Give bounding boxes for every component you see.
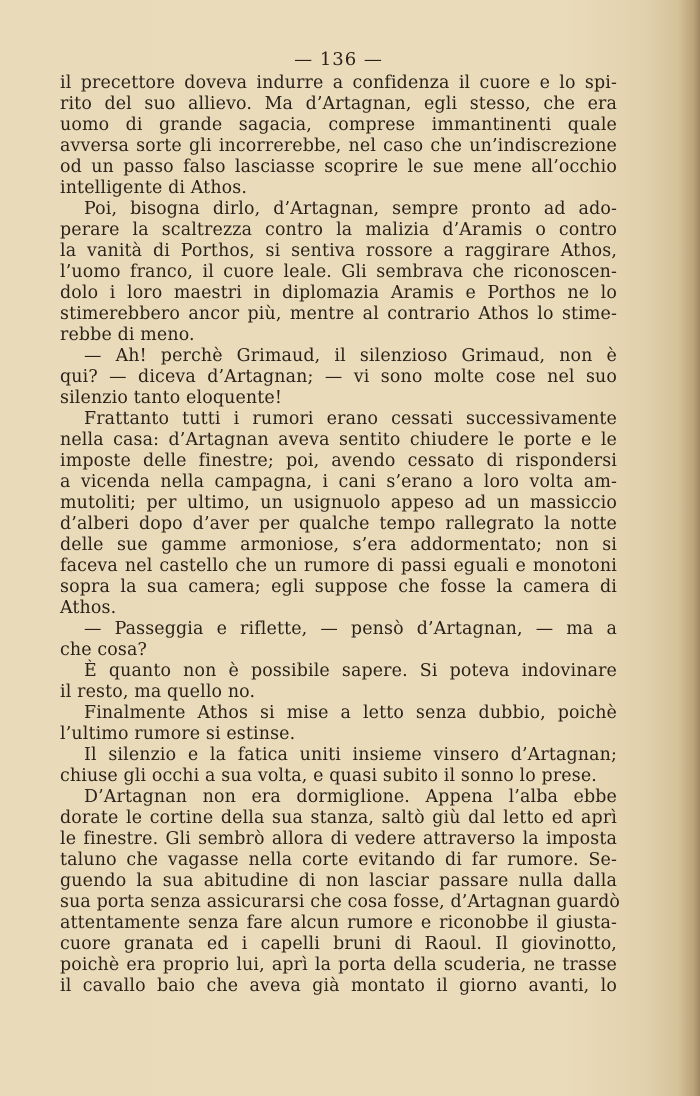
text-line: imposte delle finestre; poi, avendo cessato di rispondersi	[60, 451, 617, 471]
text-line: — Ah! perchè Grimaud, il silenzioso Grimaud, non è	[84, 346, 617, 366]
text-line: od un passo falso lasciasse scoprire le sue mene all’occhio	[60, 157, 617, 177]
text-line: l’ultimo rumore si estinse.	[60, 724, 296, 744]
text-line: rebbe di meno.	[60, 325, 195, 345]
text-line: guendo la sua abitudine di non lasciar passare nulla dalla	[60, 871, 617, 891]
text-line: che cosa?	[60, 640, 147, 660]
text-line: stimerebbero ancor più, mentre al contrario Athos lo stime-	[60, 304, 617, 324]
page-text-block	[60, 46, 621, 997]
text-line: il precettore doveva indurre a confidenza il cuore e lo spi-	[60, 73, 617, 93]
text-line: È quanto non è possibile sapere. Si poteva indovinare	[84, 661, 617, 681]
text-line: avversa sorte gli incorrerebbe, nel caso che un’indiscrezione	[60, 136, 617, 156]
text-line: il cavallo baio che aveva già montato il giorno avanti, lo	[60, 976, 617, 996]
text-line: cuore granata ed i capelli bruni di Raoul. Il giovinotto,	[60, 934, 617, 954]
text-line: uomo di grande sagacia, comprese immantinenti quale	[60, 115, 617, 135]
text-line: le finestre. Gli sembrò allora di vedere attraverso la imposta	[60, 829, 617, 849]
text-line: Il silenzio e la fatica uniti insieme vinsero d’Artagnan;	[84, 745, 617, 765]
text-line: rito del suo allievo. Ma d’Artagnan, egli stesso, che era	[60, 94, 617, 114]
text-line: attentamente senza fare alcun rumore e riconobbe il giusta-	[60, 913, 617, 933]
text-line: poichè era proprio lui, aprì la porta della scuderia, ne trasse	[60, 955, 617, 975]
text-line: a vicenda nella campagna, i cani s’erano a loro volta am-	[60, 472, 617, 492]
text-line: silenzio tanto eloquente!	[60, 388, 282, 408]
text-line: l’uomo franco, il cuore leale. Gli sembrava che riconoscen-	[60, 262, 617, 282]
text-line: la vanità di Porthos, si sentiva rossore a raggirare Athos,	[60, 241, 617, 261]
body-text	[60, 73, 621, 997]
text-line: delle sue gamme armoniose, s’era addormentato; non si	[60, 535, 617, 555]
text-line: Frattanto tutti i rumori erano cessati successivamente	[84, 409, 617, 429]
text-line: qui? — diceva d’Artagnan; — vi sono molte cose nel suo	[60, 367, 617, 387]
text-line: Poi, bisogna dirlo, d’Artagnan, sempre pronto ad ado-	[84, 199, 617, 219]
text-line: D’Artagnan non era dormiglione. Appena l’alba ebbe	[84, 787, 617, 807]
text-line: Athos.	[60, 598, 117, 618]
text-line: dolo i loro maestri in diplomazia Aramis e Porthos ne lo	[60, 283, 617, 303]
text-line: taluno che vagasse nella corte evitando di far rumore. Se-	[60, 850, 617, 870]
text-line: chiuse gli occhi a sua volta, e quasi subito il sonno lo prese.	[60, 766, 597, 786]
text-line: Finalmente Athos si mise a letto senza dubbio, poichè	[84, 703, 617, 723]
text-line: sopra la sua camera; egli suppose che fosse la camera di	[60, 577, 617, 597]
text-line: sua porta senza assicurarsi che cosa fosse, d’Artagnan guardò	[60, 892, 621, 912]
text-line: d’alberi dopo d’aver per qualche tempo rallegrato la notte	[60, 514, 617, 534]
text-line: perare la scaltrezza contro la malizia d’Aramis o contro	[60, 220, 617, 240]
text-line: faceva nel castello che un rumore di passi eguali e monotoni	[60, 556, 617, 576]
page-number: — 136 —	[294, 49, 383, 70]
text-line: mutoliti; per ultimo, un usignuolo appeso ad un massiccio	[60, 493, 617, 513]
text-line: dorate le cortine della sua stanza, saltò giù dal letto ed aprì	[60, 808, 617, 828]
page-edge-shadow	[678, 0, 700, 1096]
text-line: intelligente di Athos.	[60, 178, 248, 198]
text-line: — Passeggia e riflette, — pensò d’Artagnan, — ma a	[84, 619, 617, 639]
text-line: il resto, ma quello no.	[60, 682, 256, 702]
text-line: nella casa: d’Artagnan aveva sentito chiudere le porte e le	[60, 430, 617, 450]
